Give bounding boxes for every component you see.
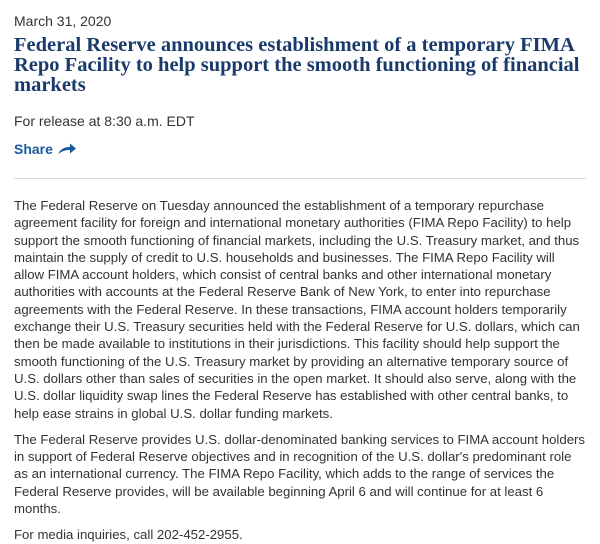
- release-time: For release at 8:30 a.m. EDT: [14, 113, 195, 129]
- article-body: [14, 197, 586, 544]
- section-divider: [14, 178, 586, 179]
- release-date: March 31, 2020: [14, 13, 112, 29]
- paragraph-1: The Federal Reserve on Tuesday announced the establishment of a temporary repurchase agreement facility for foreign and international monetary authorities (FIMA Repo Facility) to help support the smooth functioning of financial markets, including the U.S. Treasury market, and thus maintain the supply of credit to U.S. households and businesses. The FIMA Repo Facility will allow FIMA account holders, which consist of central banks and other international monetary authorities with accounts at the Federal Reserve Bank of New York, to enter into repurchase agreements with the Federal Reserve. In these transactions, FIMA account holders temporarily exchange their U.S. Treasury securities held with the Federal Reserve for U.S. dollars, which can then be made available to institutions in their jurisdictions. This facility should help support the smooth functioning of the U.S. Treasury market by providing an alternative temporary source of U.S. dollars other than sales of securities in the open market. It should also serve, along with the U.S. dollar liquidity swap lines the Federal Reserve has established with other central banks, to help ease strains in global U.S. dollar funding markets.: [14, 198, 580, 421]
- share-label: Share: [14, 141, 53, 157]
- share-arrow-icon: [57, 142, 77, 156]
- media-inquiries: For media inquiries, call 202-452-2955.: [14, 527, 243, 543]
- page-title: Federal Reserve announces establishment of a temporary FIMA Repo Facility to help support the smooth functioning of financial markets: [14, 34, 580, 96]
- paragraph-2: The Federal Reserve provides U.S. dollar-denominated banking services to FIMA account holders in support of Federal Reserve objectives and in recognition of the U.S. dollar's predominant role as an international currency. The FIMA Repo Facility, which adds to the range of services the Federal Reserve provides, will be available beginning April 6 and will continue for at least 6 months.: [14, 431, 586, 517]
- share-button[interactable]: [14, 141, 77, 157]
